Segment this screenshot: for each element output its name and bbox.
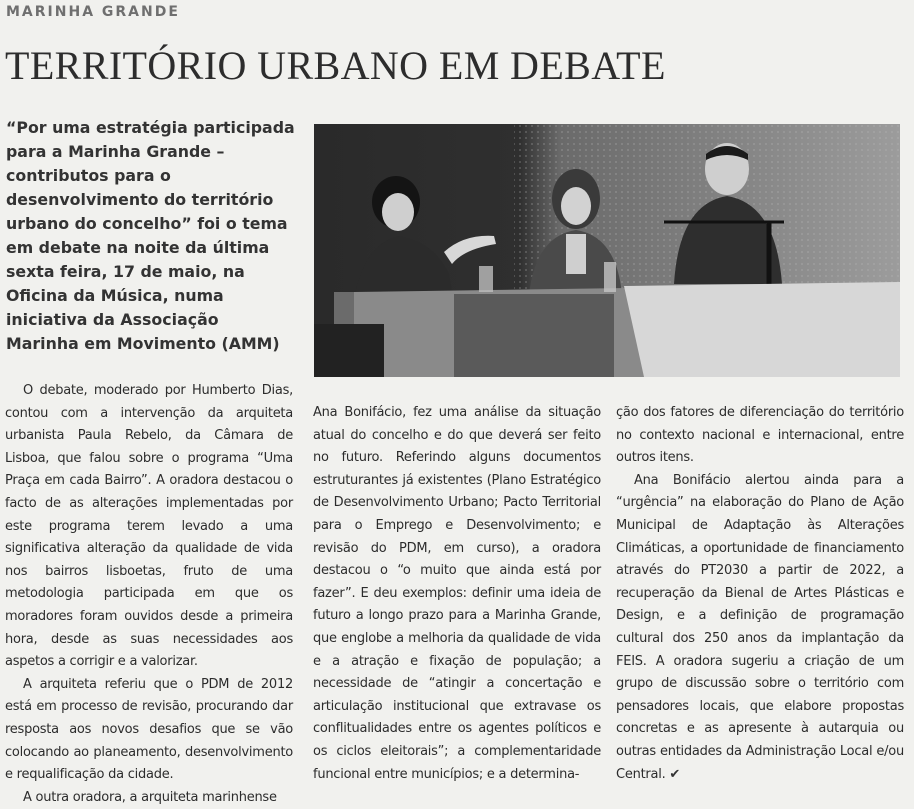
lede: “Por uma estratégia participada para a Marinha Grande – contributos para o desenvolvimento do território urbano do concelho” foi o tema em debate na noite da última sexta feira, 17 de maio, na Oficina da Música, numa iniciativa da Associação Marinha em Movimento (AMM) bbox=[6, 118, 295, 353]
headline: TERRITÓRIO URBANO EM DEBATE bbox=[5, 43, 666, 88]
paragraph: A arquiteta referiu que o PDM de 2012 está em processo de revisão, procurando dar resposta aos novos desafios que se vão colocando ao planeamento, desenvolvimento e requalificação da cidade. bbox=[5, 676, 293, 783]
article-column-2 bbox=[313, 402, 601, 786]
paragraph-final bbox=[616, 470, 904, 786]
article-column-3 bbox=[616, 402, 904, 786]
event-photo bbox=[314, 124, 900, 377]
paragraph-final-text: Ana Bonifácio alertou ainda para a “urgência” na elaboração do Plano de Ação Municipal de Adaptação às Alterações Climáticas, a oportunidade de financiamento através do PT2030 a partir de 2022, a recuperação da Bienal de Artes Plásticas e Design, e a definição de programação cultural dos 250 anos da implantação da FEIS. A oradora sugeriu a criação de um grupo de discussão sobre o território com pensadores locais, que elabore propostas concretas e as apresente à autarquia ou outras entidades da Administração Local e/ou Central. bbox=[616, 472, 904, 782]
paragraph: ção dos fatores de diferenciação do território no contexto nacional e internacional, entre outros itens. bbox=[616, 405, 904, 466]
paragraph: Ana Bonifácio, fez uma análise da situação atual do concelho e do que deverá ser feito no futuro. Referindo alguns documentos estruturantes já existentes (Plano Estratégico de Desenvolvimento Urbano; Pacto Territorial para o Emprego e Desenvolvimento; e revisão do PDM, em curso), a oradora destacou o “o muito que ainda está por fazer”. E deu exemplos: definir uma ideia de futuro a longo prazo para a Marinha Grande, que englobe a melhoria da qualidade de vida e a atração e fixação de população; a necessidade de “atingir a concertação e articulação institucional que extravase os conflitualidades entre os agentes políticos e os ciclos eleitorais”; a complementaridade funcional entre municípios; e a determina- bbox=[313, 405, 601, 782]
paragraph: O debate, moderado por Humberto Dias, contou com a intervenção da arquiteta urbanista Paula Rebelo, da Câmara de Lisboa, que falou sobre o programa “Uma Praça em cada Bairro”. A oradora destacou o facto de as alterações implementadas por este programa terem levado a uma significativa alteração da qualidade de vida nos bairros lisboetas, fruto de uma metodologia participada em que os moradores foram ouvidos desde a primeira hora, desde as suas necessidades aos aspetos a corrigir e a valorizar. bbox=[5, 383, 293, 670]
end-mark-icon: ✔ bbox=[669, 766, 681, 782]
section-label: MARINHA GRANDE bbox=[6, 4, 180, 20]
event-photo-illustration bbox=[314, 124, 900, 377]
paragraph: A outra oradora, a arquiteta marinhense bbox=[23, 789, 277, 805]
article-column-1 bbox=[5, 380, 293, 809]
